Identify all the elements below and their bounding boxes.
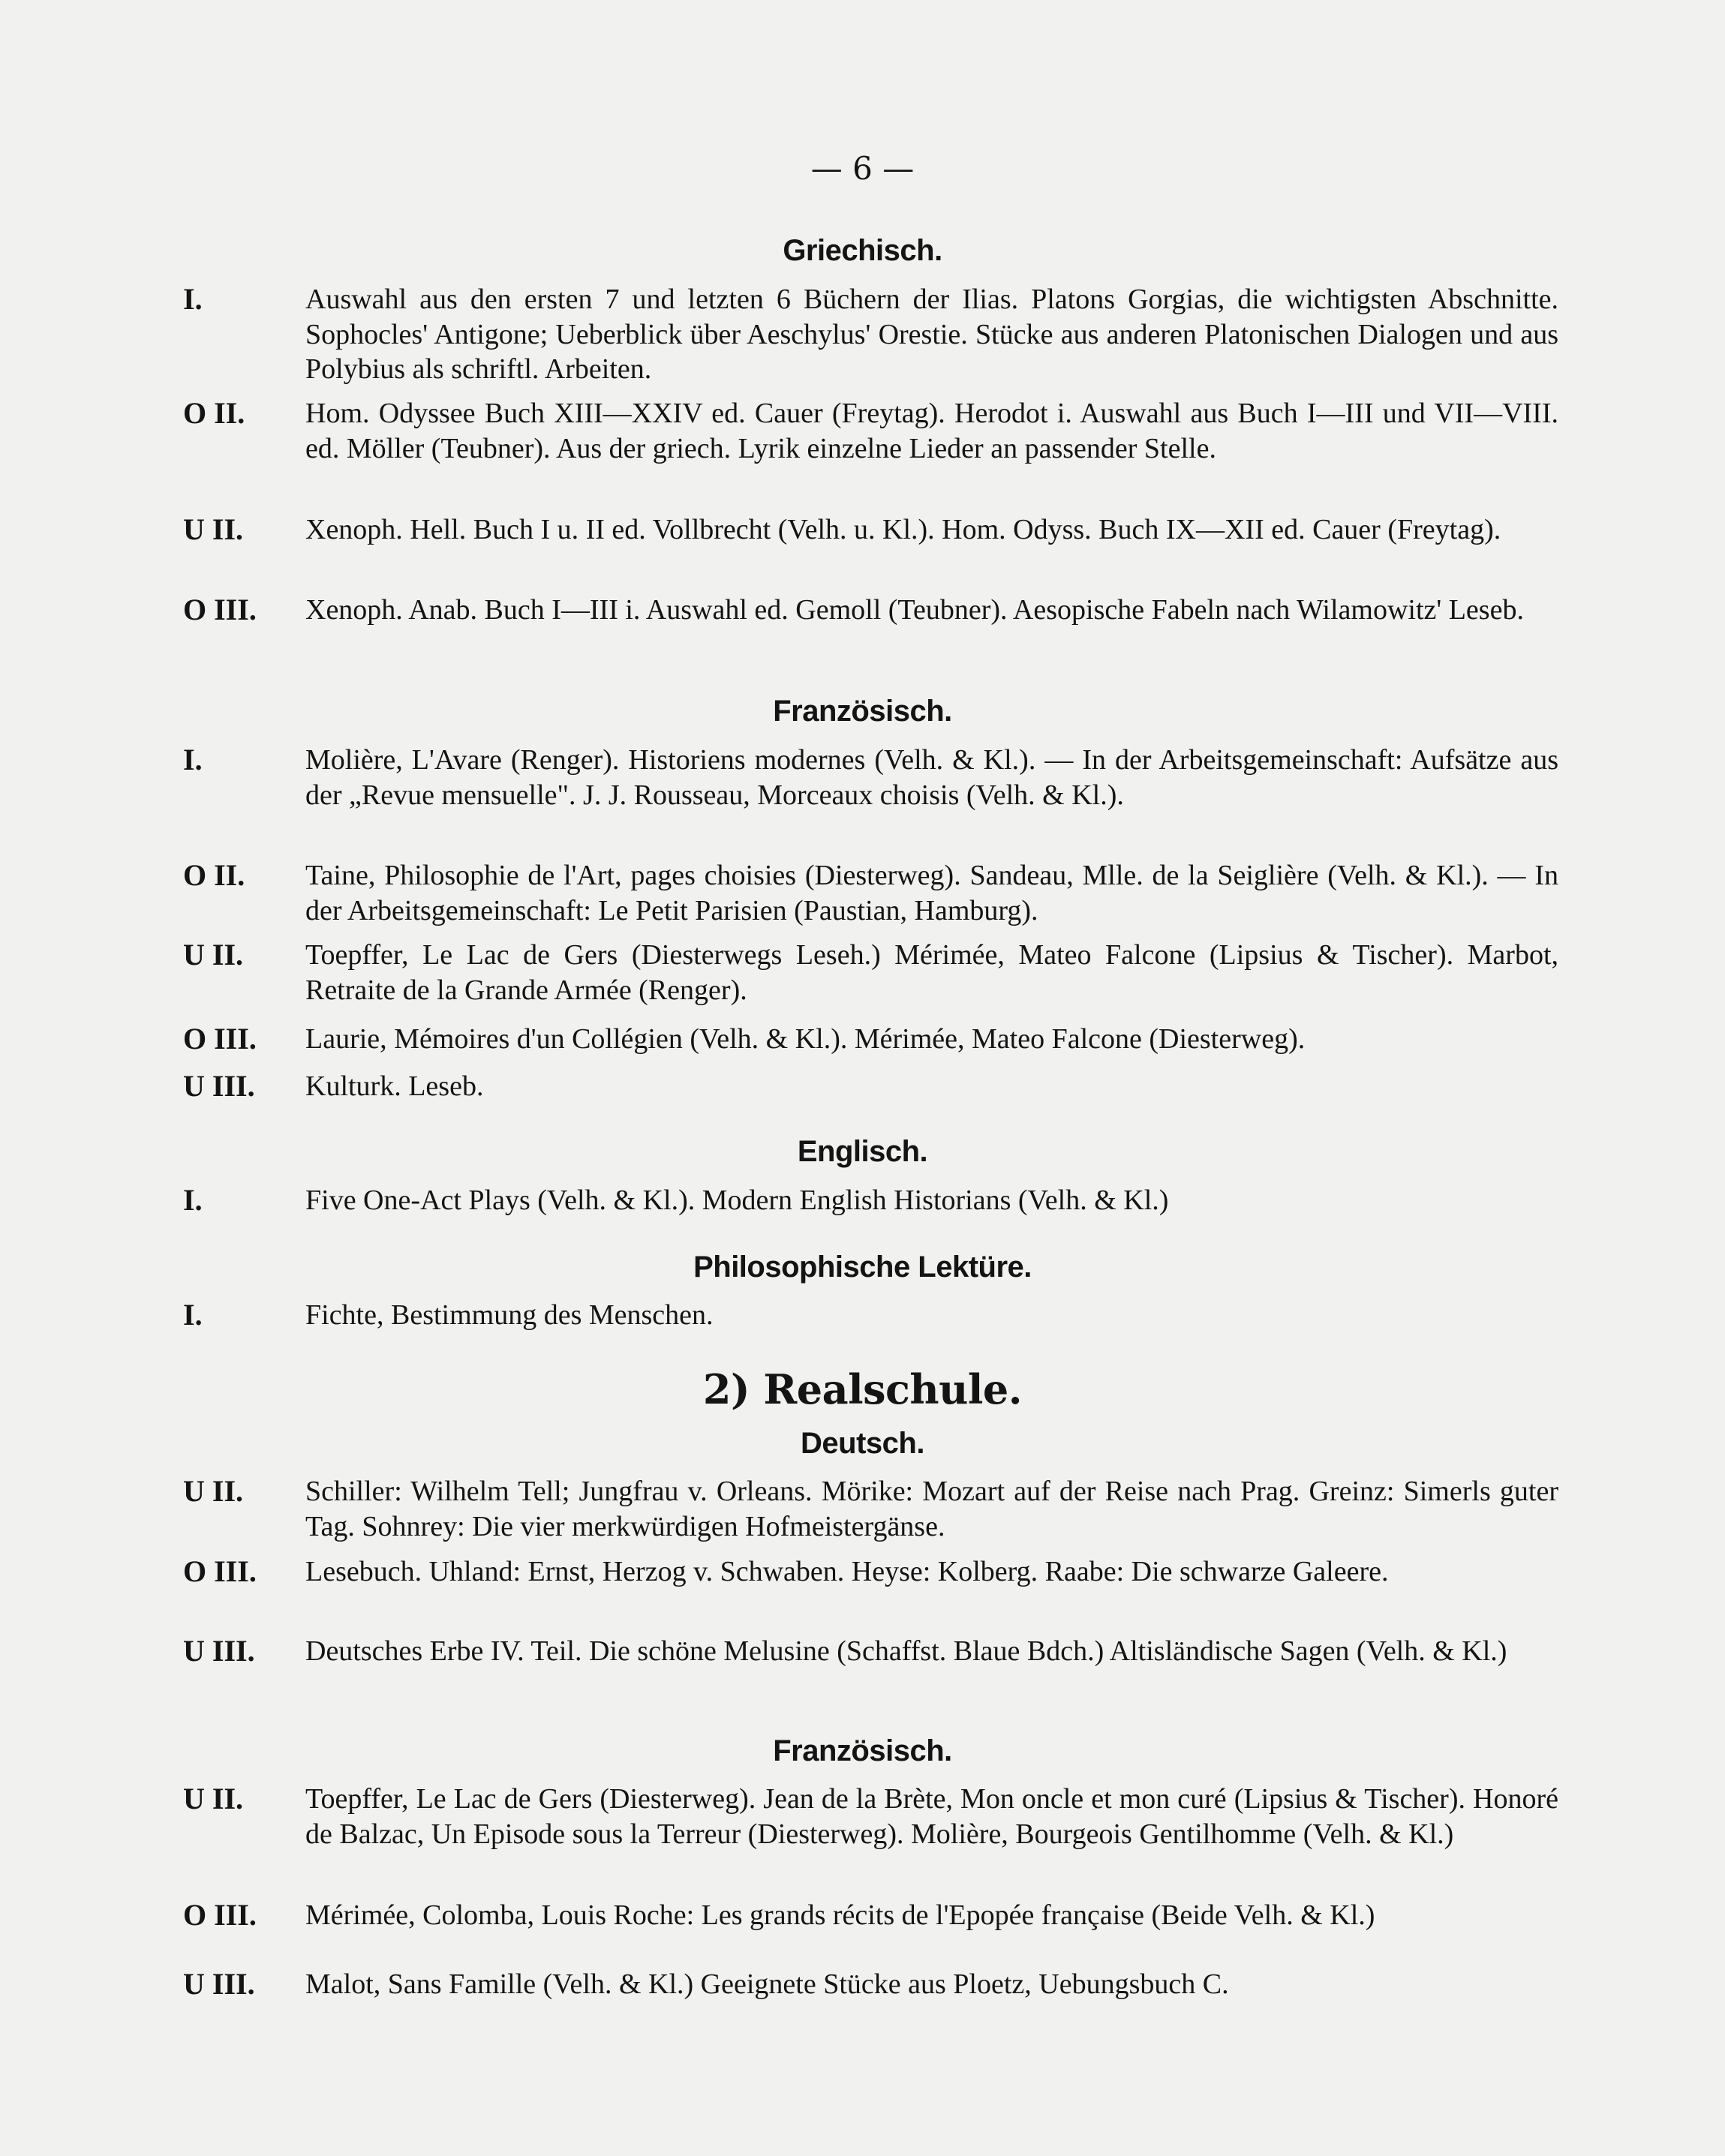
class-label: U III.: [183, 1967, 255, 2001]
class-label: O III.: [183, 1898, 257, 1932]
section-heading-philosophische-lekt-re: Philosophische Lektüre.: [693, 1251, 1032, 1284]
reading-list-text: Auswahl aus den ersten 7 und letzten 6 Büchern der Ilias. Platons Gorgias, die wichtigsten Abschnitte. Sophocles' Antigone; Ueberblick über Aeschylus' Orestie. Stücke aus anderen Platonischen Dialogen und aus Polybius als schriftl. Arbeiten.: [305, 284, 1558, 385]
class-label: U III.: [183, 1069, 255, 1103]
class-label: I.: [183, 1298, 203, 1332]
reading-list-text: Fichte, Bestimmung des Menschen.: [305, 1299, 714, 1331]
class-label: O III.: [183, 1554, 257, 1588]
reading-list-text: Toepffer, Le Lac de Gers (Diesterweg). Jean de la Brète, Mon oncle et mon curé (Lipsius & Tischer). Honoré de Balzac, Un Episode sous la Terreur (Diesterweg). Molière, Bourgeois Gentilhomme (Velh. & Kl.): [305, 1783, 1558, 1850]
class-label: O II.: [183, 858, 245, 892]
reading-list-text: Kulturk. Leseb.: [305, 1070, 484, 1102]
reading-list-text: Mérimée, Colomba, Louis Roche: Les grands récits de l'Epopée française (Beide Velh. & Kl.): [305, 1899, 1375, 1931]
reading-list-text: Hom. Odyssee Buch XIII—XXIV ed. Cauer (Freytag). Herodot i. Auswahl aus Buch I—III und VII—VIII. ed. Möller (Teubner). Aus der griech. Lyrik einzelne Lieder an passender Stelle.: [305, 398, 1558, 464]
reading-list-text: Schiller: Wilhelm Tell; Jungfrau v. Orleans. Mörike: Mozart auf der Reise nach Prag. Greinz: Simerls guter Tag. Sohnrey: Die vier merkwürdigen Hofmeistergänse.: [305, 1476, 1558, 1542]
reading-list-text: Malot, Sans Famille (Velh. & Kl.) Geeignete Stücke aus Ploetz, Uebungsbuch C.: [305, 1968, 1229, 2000]
section-heading-2-realschule: 2) Realschule.: [702, 1365, 1023, 1413]
section-heading-franz-sisch: Französisch.: [773, 1734, 952, 1767]
section-heading-englisch: Englisch.: [797, 1135, 928, 1168]
class-label: U III.: [183, 1634, 255, 1668]
class-label: I.: [183, 282, 203, 316]
page-number: — 6 —: [810, 150, 915, 187]
reading-list-text: Laurie, Mémoires d'un Collégien (Velh. & Kl.). Mérimée, Mateo Falcone (Diesterweg).: [305, 1023, 1306, 1055]
class-label: O III.: [183, 593, 257, 626]
section-heading-griechisch: Griechisch.: [783, 234, 942, 267]
class-label: U II.: [183, 1474, 244, 1508]
reading-list-text: Lesebuch. Uhland: Ernst, Herzog v. Schwaben. Heyse: Kolberg. Raabe: Die schwarze Galeere.: [305, 1556, 1389, 1587]
class-label: I.: [183, 1183, 203, 1217]
reading-list-text: Molière, L'Avare (Renger). Historiens modernes (Velh. & Kl.). — In der Arbeitsgemeinschaft: Aufsätze aus der „Revue mensuelle". J. J. Rousseau, Morceaux choisis (Velh. & Kl.).: [305, 744, 1558, 811]
section-heading-franz-sisch: Französisch.: [773, 695, 952, 728]
reading-list-text: Toepffer, Le Lac de Gers (Diesterwegs Leseh.) Mérimée, Mateo Falcone (Lipsius & Tischer). Marbot, Retraite de la Grande Armée (Renger).: [305, 939, 1558, 1006]
class-label: O II.: [183, 396, 245, 430]
reading-list-text: Xenoph. Hell. Buch I u. II ed. Vollbrecht (Velh. u. Kl.). Hom. Odyss. Buch IX—XII ed. Cauer (Freytag).: [305, 514, 1501, 545]
class-label: U II.: [183, 1782, 244, 1815]
class-label: U II.: [183, 512, 244, 546]
class-label: O III.: [183, 1022, 257, 1055]
reading-list-text: Deutsches Erbe IV. Teil. Die schöne Melusine (Schaffst. Blaue Bdch.) Altisländische Sagen (Velh. & Kl.): [305, 1635, 1507, 1667]
class-label: I.: [183, 743, 203, 776]
section-heading-deutsch: Deutsch.: [801, 1427, 924, 1460]
reading-list-text: Taine, Philosophie de l'Art, pages choisies (Diesterweg). Sandeau, Mlle. de la Seiglière (Velh. & Kl.). — In der Arbeitsgemeinschaft: Le Petit Parisien (Paustian, Hamburg).: [305, 860, 1558, 926]
class-label: U II.: [183, 938, 244, 971]
reading-list-text: Xenoph. Anab. Buch I—III i. Auswahl ed. Gemoll (Teubner). Aesopische Fabeln nach Wilamowitz' Leseb.: [305, 594, 1524, 626]
reading-list-text: Five One-Act Plays (Velh. & Kl.). Modern English Historians (Velh. & Kl.): [305, 1185, 1169, 1216]
